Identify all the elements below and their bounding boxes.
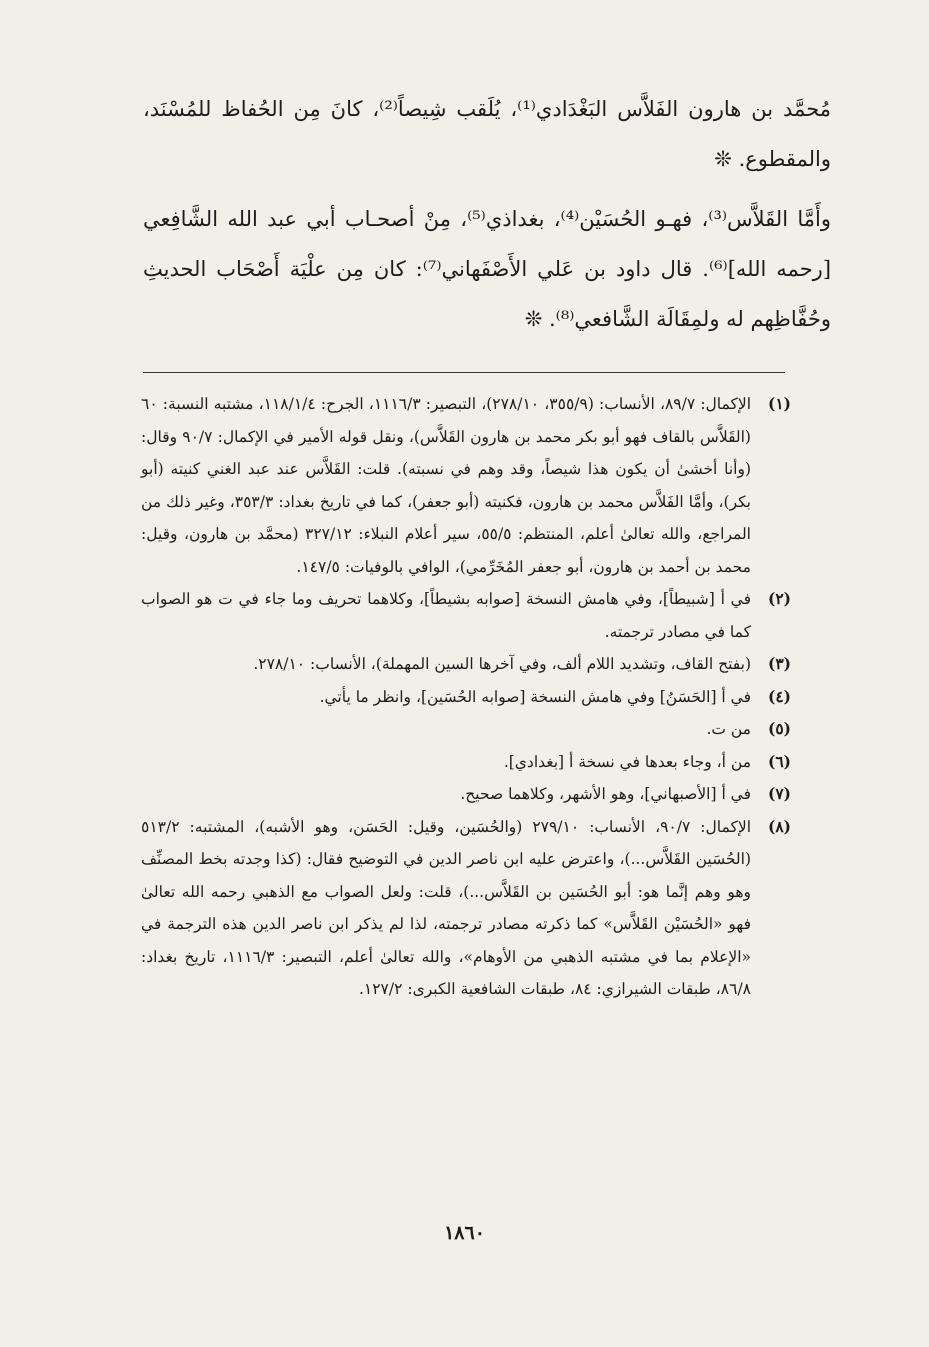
footnote-text: (بفتح القاف، وتشديد اللام ألف، وفي آخرها السين المهملة)، الأنساب: ٢٧٨/١٠. bbox=[253, 655, 751, 673]
footnote-3 bbox=[141, 648, 791, 681]
footnote-text: في أ [شبيطاً]، وفي هامش النسخة [صوابه بشيطاً]، وكلاهما تحريف وما جاء في ت هو الصواب كما في مصادر ترجمته. bbox=[141, 590, 751, 641]
footnote-number: (٥) bbox=[767, 719, 791, 738]
footnote-number: (٢) bbox=[767, 589, 791, 608]
main-paragraph-1: مُحمَّد بن هارون الفَلاَّس البَغْدَادي⁽¹⁾، يُلَقب شِيصاً⁽²⁾، كانَ مِن الحُفاظ للمُسْنَد، والمقطوع. ❊ bbox=[143, 97, 832, 171]
footnote-number: (٨) bbox=[767, 816, 791, 836]
footnote-text: الإكمال: ٩٠/٧، الأنساب: ٢٧٩/١٠ (والحُسَين، وقيل: الحَسَن، وهو الأشبه)، المشتبه: ٥١٣/٢ (الحُسَين القَلاَّس...)، واعترض عليه ابن ناصر الدين في التوضيح فقال: (كذا وجدته بخط المصنِّف وهو وهم إنَّما هو: أبو الحُسَين بن القَلاَّس...)، قلت: ولعل الصواب مع الذهبي رحمه الله تعالىٰ فهو «الحُسَيْن القَلاَّس» كما ذكرته مصادر ترجمته، لذا لم يذكر ابن ناصر الدين هذه الترجمة في «الإعلام بما في مشتبه الذهبي من الأوهام»، والله تعالىٰ أعلم، التبصير: ١١١٦/٣، تاريخ بغداد: ٨٦/٨، طبقات الشيرازي: ٨٤، طبقات الشافعية الكبرى: ١٢٧/٢. bbox=[141, 817, 751, 998]
footnote-8 bbox=[141, 811, 791, 1006]
footnote-number: (١) bbox=[767, 394, 791, 413]
footnote-7 bbox=[141, 778, 791, 811]
footnote-1 bbox=[141, 388, 791, 583]
footnotes bbox=[141, 388, 791, 1006]
footnote-text: من ت. bbox=[706, 720, 751, 738]
footnote-text: في أ [الحَسَنُ] وفي هامش النسخة [صوابه الحُسَين]، وانظر ما يأتي. bbox=[319, 687, 751, 706]
footnote-text: الإكمال: ٨٩/٧، الأنساب: (٣٥٥/٩، ٢٧٨/١٠)، التبصير: ١١١٦/٣، الجرح: ١١٨/١/٤، مشتبه النسبة: ٦٠ (القَلاَّس بالقاف فهو أبو بكر محمد بن هارون القَلاَّس)، ونقل قوله الأمير في الإكمال: ٩٠/٧ وقال: (وأنا أخشىٰ أن يكون هذا شيصاً، وقد وهم في نسبته). قلت: القَلاَّس عند عبد الغني كنيته (أبو بكر)، وأمَّا الفَلاَّس محمد بن هارون، فكنيته (أبو جعفر)، كما في تاريخ بغداد: ٣٥٣/٣، وغير ذلك من المراجع، والله تعالىٰ أعلم، المنتظم: ٥٥/٥، سير أعلام النبلاء: ٣٢٧/١٢ (محمَّد بن هارون، وقيل: محمد بن أحمد بن هارون، أبو جعفر المُخَرِّمي)، الوافي بالوفيات: ١٤٧/٥. bbox=[141, 395, 752, 576]
footnote-number: (٣) bbox=[767, 654, 791, 673]
footnote-6 bbox=[141, 746, 791, 779]
main-text bbox=[143, 84, 831, 344]
footnote-number: (٦) bbox=[767, 751, 791, 771]
footnote-5 bbox=[141, 713, 791, 746]
footnote-2 bbox=[141, 583, 791, 648]
footnote-text: في أ [الأصبهاني]، وهو الأشهر، وكلاهما صحيح. bbox=[460, 785, 751, 803]
footnote-text: من أ، وجاء بعدها في نسخة أ [بغدادي]. bbox=[503, 752, 751, 771]
footnote-4 bbox=[141, 681, 791, 714]
footnote-number: (٧) bbox=[767, 784, 791, 803]
main-paragraph-2: وأَمَّا القَلاَّس⁽³⁾، فهـو الحُسَيْن⁽⁴⁾، بغداذي⁽⁵⁾، مِنْ أصحـاب أبي عبد الله الشَّافِعي [رحمه الله]⁽⁶⁾. قال داود بن عَلي الأَصْفَهاني⁽⁷⁾: كان مِن علْيَة أَصْحَاب الحديثِ وحُفَّاظِهم له ولمِقَالَة الشَّافعي⁽⁸⁾. ❊ bbox=[143, 207, 832, 331]
footnote-number: (٤) bbox=[767, 686, 791, 706]
footnote-divider bbox=[143, 372, 785, 373]
page-number: ١٨٦٠ bbox=[444, 1222, 485, 1244]
